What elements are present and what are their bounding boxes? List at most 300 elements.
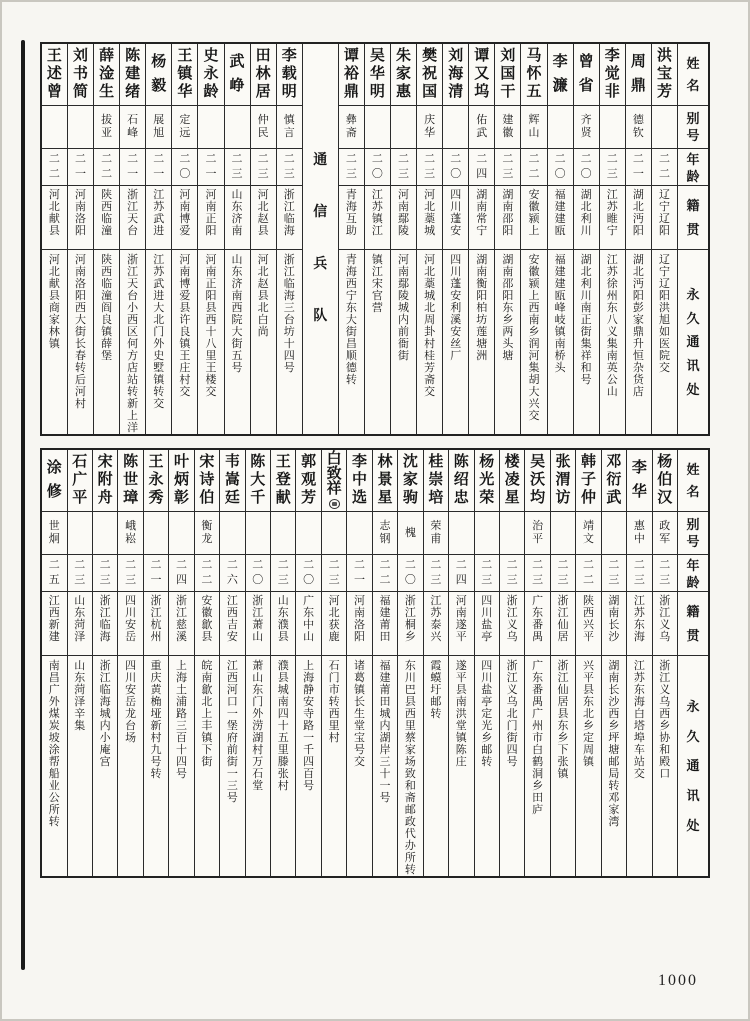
name-char: 附 [97, 472, 113, 488]
address-char: 三 [175, 720, 187, 732]
native-cell [172, 186, 197, 250]
address-char: 南 [74, 266, 86, 278]
address-char: 府 [226, 732, 238, 744]
age-char: 〇 [450, 168, 462, 180]
age-char: 二 [398, 153, 410, 165]
address-char: 盐 [481, 684, 493, 696]
address-char: 三 [283, 302, 295, 314]
name-char: 中 [352, 472, 368, 488]
name-char: 星 [504, 490, 520, 506]
address-char: 家 [608, 804, 620, 816]
native-char: 山 [74, 595, 86, 607]
name-char: 楼 [504, 454, 520, 470]
address-char: 乡 [502, 314, 514, 326]
native-char: 北 [48, 201, 60, 213]
address-char: 海 [99, 696, 111, 708]
address-char: 南 [608, 672, 620, 684]
native-cell [251, 186, 276, 250]
address-char: 阎 [101, 302, 113, 314]
name-cell [120, 44, 145, 106]
name-char: 谭 [343, 48, 359, 64]
native-char: 江 [48, 595, 60, 607]
alias-char: 彝 [345, 114, 357, 126]
name-char: 峥 [229, 78, 245, 94]
native-char: 江 [153, 189, 165, 201]
name-cell [574, 44, 599, 106]
native-cell [277, 186, 302, 250]
address-char: 兴 [582, 660, 594, 672]
address-char: 衡 [476, 278, 488, 290]
address-char: 官 [371, 290, 383, 302]
native-char: 南 [398, 201, 410, 213]
alias-char: 石 [127, 114, 139, 126]
address-char: 诸 [354, 660, 366, 672]
address-char: 三 [379, 756, 391, 768]
native-char: 南 [205, 201, 217, 213]
address-cell [118, 656, 142, 876]
address-char: 区 [127, 326, 139, 338]
address-char: 南 [502, 266, 514, 278]
address-char: 新 [150, 720, 162, 732]
native-char: 泰 [430, 619, 442, 631]
native-cell [521, 186, 546, 250]
address-char: 楼 [205, 374, 217, 386]
address-char: 川 [404, 672, 416, 684]
name-cell [602, 450, 626, 512]
native-char: 南 [502, 201, 514, 213]
age-char: 二 [226, 559, 238, 571]
address-char: 良 [101, 314, 113, 326]
name-char: 杨 [479, 454, 495, 470]
native-char: 北 [257, 201, 269, 213]
address-char: 县 [179, 302, 191, 314]
age-cell [576, 555, 600, 592]
address-char: 协 [659, 732, 671, 744]
address-char: 洋 [127, 422, 139, 434]
native-char: 北 [424, 201, 436, 213]
native-char: 川 [580, 225, 592, 237]
alias-cell [653, 512, 677, 555]
name-cell [172, 44, 197, 106]
address-cell [198, 250, 223, 434]
native-char: 南 [608, 607, 620, 619]
address-char: 海 [283, 290, 295, 302]
alias-char: 徽 [502, 127, 514, 139]
age-char: 二 [257, 153, 269, 165]
address-char: 十 [379, 768, 391, 780]
alias-cell [42, 106, 67, 149]
alias-char: 建 [502, 114, 514, 126]
address-char: 前 [226, 744, 238, 756]
name-char: 述 [46, 66, 62, 82]
address-char: 交 [658, 362, 670, 374]
address-char: 胡 [528, 374, 540, 386]
address-char: 莆 [379, 684, 391, 696]
alias-cell [94, 106, 119, 149]
name-char: 陈 [250, 454, 266, 470]
name-char: 龄 [203, 84, 219, 100]
address-char: 四 [125, 660, 137, 672]
address-char: 市 [328, 684, 340, 696]
name-char: 渭 [555, 472, 571, 488]
age-cell [653, 555, 677, 592]
address-cell [42, 250, 67, 434]
address-char: 邮 [481, 744, 493, 756]
age-char: 〇 [554, 168, 566, 180]
address-char: 杂 [632, 362, 644, 374]
person-column [270, 450, 295, 876]
address-char: 石 [328, 660, 340, 672]
address-char: 史 [153, 350, 165, 362]
address-char: 乡 [557, 732, 569, 744]
address-char: 新 [127, 398, 139, 410]
name-char: 洪 [656, 48, 672, 64]
age-char: 二 [528, 168, 540, 180]
address-char: 镇 [554, 326, 566, 338]
address-char: 里 [205, 350, 217, 362]
alias-char: 龙 [201, 533, 213, 545]
address-char: 门 [252, 696, 264, 708]
native-char: 苏 [430, 607, 442, 619]
address-char: 小 [127, 302, 139, 314]
address-char: 店 [127, 362, 139, 374]
address-char: 斋 [404, 792, 416, 804]
age-cell [391, 149, 416, 186]
alias-cell [271, 512, 295, 555]
unit-label [303, 44, 338, 434]
age-cell [365, 149, 390, 186]
address-char: 大 [74, 314, 86, 326]
address-char: 西 [345, 278, 357, 290]
native-char: 邵 [502, 213, 514, 225]
address-char: 一 [379, 780, 391, 792]
native-char: 北 [580, 201, 592, 213]
address-char: 南 [580, 302, 592, 314]
native-cell [443, 186, 468, 250]
native-cell [93, 592, 117, 656]
address-char: 浙 [506, 660, 518, 672]
name-cell [93, 450, 117, 512]
name-char: 平 [72, 490, 88, 506]
address-char: 丝 [450, 338, 462, 350]
alias-cell [246, 512, 270, 555]
address-char: 黄 [150, 684, 162, 696]
address-char: 石 [252, 768, 264, 780]
native-char: 浙 [175, 595, 187, 607]
address-cell [195, 656, 219, 876]
name-char: 家 [402, 472, 418, 488]
address-char: 下 [557, 744, 569, 756]
age-char: 四 [476, 168, 488, 180]
address-char: 局 [608, 768, 620, 780]
alias-cell [347, 512, 371, 555]
native-char: 东 [303, 607, 315, 619]
address-char: 头 [554, 362, 566, 374]
address-char: 海 [345, 266, 357, 278]
native-char: 江 [283, 201, 295, 213]
alias-cell [198, 106, 223, 149]
address-char: 彭 [632, 302, 644, 314]
address-char: 墅 [153, 362, 165, 374]
name-char: 刘 [72, 48, 88, 64]
age-cell [373, 555, 397, 592]
address-char: 祥 [580, 350, 592, 362]
address-char: 福 [554, 254, 566, 266]
address-char: 公 [606, 374, 618, 386]
native-char: 安 [450, 225, 462, 237]
alias-cell [475, 512, 499, 555]
name-cell [195, 450, 219, 512]
address-char: 镇 [455, 732, 467, 744]
native-cell [548, 186, 573, 250]
native-char: 浙 [557, 595, 569, 607]
person-column [520, 44, 546, 434]
native-char: 临 [99, 619, 111, 631]
age-char: 三 [502, 168, 514, 180]
alias-char: 荣 [430, 520, 442, 532]
native-char: 江 [175, 607, 187, 619]
address-char: 南 [205, 266, 217, 278]
address-char: 院 [658, 350, 670, 362]
address-cell [373, 656, 397, 876]
native-char: 东 [74, 607, 86, 619]
address-char: 建 [379, 672, 391, 684]
name-char: 宝 [656, 66, 672, 82]
age-char: 二 [345, 153, 357, 165]
address-cell [42, 656, 66, 876]
address-char: 南 [48, 660, 60, 672]
native-char: 浙 [283, 189, 295, 201]
native-char: 河 [398, 189, 410, 201]
address-char: 乡 [608, 720, 620, 732]
native-char: 河 [205, 189, 217, 201]
address-char: 义 [506, 684, 518, 696]
address-char: 寺 [303, 708, 315, 720]
address-char: 岸 [379, 744, 391, 756]
address-char: 上 [201, 708, 213, 720]
address-char: 湖 [476, 254, 488, 266]
address-char: 龙 [125, 708, 137, 720]
address-char: 号 [175, 768, 187, 780]
address-char: 阳 [476, 290, 488, 302]
age-cell [469, 149, 494, 186]
native-char: 江 [606, 189, 618, 201]
address-char: 鄢 [398, 278, 410, 290]
address-char: 久 [686, 310, 700, 326]
name-char: 千 [250, 490, 266, 506]
person-column [652, 450, 677, 876]
age-char: 三 [328, 574, 340, 586]
native-cell [678, 592, 708, 656]
age-char: 三 [608, 574, 620, 586]
alias-cell [500, 512, 524, 555]
address-char: 塘 [608, 744, 620, 756]
address-char: 斋 [424, 374, 436, 386]
name-char: 韩 [580, 454, 596, 470]
native-char: 西 [101, 201, 113, 213]
age-char: 二 [582, 559, 594, 571]
age-char: 四 [175, 574, 187, 586]
name-char: 忠 [453, 490, 469, 506]
native-char: 广 [303, 595, 315, 607]
name-char: 叶 [173, 454, 189, 470]
native-char: 江 [430, 595, 442, 607]
age-cell [169, 555, 193, 592]
address-char: 城 [398, 302, 410, 314]
address-char: 居 [557, 696, 569, 708]
name-char: 祥 [326, 481, 342, 497]
name-cell [347, 450, 371, 512]
name-char: 子 [580, 472, 596, 488]
native-cell [339, 186, 364, 250]
name-char: 林 [377, 454, 393, 470]
native-char: 乡 [404, 631, 416, 643]
address-char: 浙 [659, 660, 671, 672]
alias-cell [574, 106, 599, 149]
address-cell [627, 656, 651, 876]
address-char: 街 [74, 326, 86, 338]
address-char: 南 [606, 350, 618, 362]
address-char: 西 [328, 708, 340, 720]
person-column [390, 44, 416, 434]
address-char: 番 [532, 684, 544, 696]
address-char: 安 [528, 254, 540, 266]
address-char: 小 [99, 732, 111, 744]
address-char: 浙 [99, 660, 111, 672]
person-column [117, 450, 142, 876]
address-cell [475, 656, 499, 876]
name-char: 宋 [97, 454, 113, 470]
person-column [416, 44, 442, 434]
address-char: 五 [231, 350, 243, 362]
person-column [295, 450, 320, 876]
native-char: 川 [481, 607, 493, 619]
address-char: 恒 [632, 350, 644, 362]
address-char: 前 [398, 326, 410, 338]
name-char: 桂 [428, 454, 444, 470]
name-char: 仲 [580, 490, 596, 506]
native-char: 河 [328, 595, 340, 607]
address-char: 莲 [476, 326, 488, 338]
native-cell [271, 592, 295, 656]
address-char: 交 [179, 386, 191, 398]
address-char: 镇 [582, 756, 594, 768]
address-char: 长 [74, 338, 86, 350]
address-char: 门 [506, 720, 518, 732]
age-char: 二 [455, 559, 467, 571]
address-char: 东 [633, 684, 645, 696]
address-char: 济 [231, 278, 243, 290]
native-char: 亭 [481, 631, 493, 643]
address-char: 南 [528, 314, 540, 326]
name-cell [68, 450, 92, 512]
address-cell [93, 656, 117, 876]
age-cell [424, 555, 448, 592]
address-char: 村 [252, 744, 264, 756]
address-char: 下 [201, 744, 213, 756]
address-char: 临 [99, 684, 111, 696]
address-cell [600, 250, 625, 434]
native-char: 正 [205, 213, 217, 225]
address-char: 街 [226, 756, 238, 768]
address-char: 东 [532, 672, 544, 684]
native-cell [322, 592, 346, 656]
name-char: 荣 [479, 490, 495, 506]
address-char: 市 [532, 732, 544, 744]
native-char: 菏 [74, 619, 86, 631]
address-char: 川 [481, 672, 493, 684]
name-cell [391, 44, 416, 106]
name-char: 光 [479, 472, 495, 488]
age-char: 二 [354, 559, 366, 571]
person-column [474, 450, 499, 876]
native-char: 海 [283, 225, 295, 237]
native-cell [449, 592, 473, 656]
address-char: 四 [303, 756, 315, 768]
name-char: 家 [396, 66, 412, 82]
name-cell [551, 450, 575, 512]
address-char: 堂 [354, 720, 366, 732]
alias-char: 号 [686, 128, 700, 143]
name-char: 生 [99, 84, 115, 100]
alias-char: 远 [179, 127, 191, 139]
address-char: 交 [424, 386, 436, 398]
native-char: 籍 [686, 198, 700, 214]
address-char: 江 [153, 254, 165, 266]
address-char: 北 [257, 266, 269, 278]
age-cell [627, 555, 651, 592]
age-char: 〇 [303, 574, 315, 586]
name-cell [220, 450, 244, 512]
native-char: 兴 [582, 619, 594, 631]
age-char: 四 [455, 574, 467, 586]
person-column [145, 44, 171, 434]
native-cell [120, 186, 145, 250]
address-char: 外 [48, 696, 60, 708]
native-char: 浙 [506, 595, 518, 607]
address-char: 霞 [430, 660, 442, 672]
name-cell [68, 44, 93, 106]
address-char: 顺 [345, 350, 357, 362]
native-char: 岳 [125, 631, 137, 643]
name-char: 舟 [97, 490, 113, 506]
address-char: 阳 [205, 290, 217, 302]
address-char: 辽 [658, 278, 670, 290]
alias-cell [169, 512, 193, 555]
address-char: 县 [48, 290, 60, 302]
native-char: 睢 [606, 213, 618, 225]
address-char: 街 [506, 732, 518, 744]
address-char: 湖 [252, 732, 264, 744]
address-cell [271, 656, 295, 876]
alias-char: 靖 [582, 520, 594, 532]
address-char: 讯 [686, 788, 700, 804]
native-char: 徽 [201, 607, 213, 619]
name-char: 书 [72, 66, 88, 82]
native-char: 福 [554, 189, 566, 201]
address-char: 尚 [257, 326, 269, 338]
age-char: 二 [659, 559, 671, 571]
address-char: 张 [557, 756, 569, 768]
age-char: 二 [101, 168, 113, 180]
name-cell [475, 450, 499, 512]
address-char: 上 [303, 660, 315, 672]
age-char: 二 [125, 559, 137, 571]
person-column [364, 44, 390, 434]
address-char: 江 [557, 672, 569, 684]
name-cell [653, 450, 677, 512]
address-char: 庐 [532, 804, 544, 816]
